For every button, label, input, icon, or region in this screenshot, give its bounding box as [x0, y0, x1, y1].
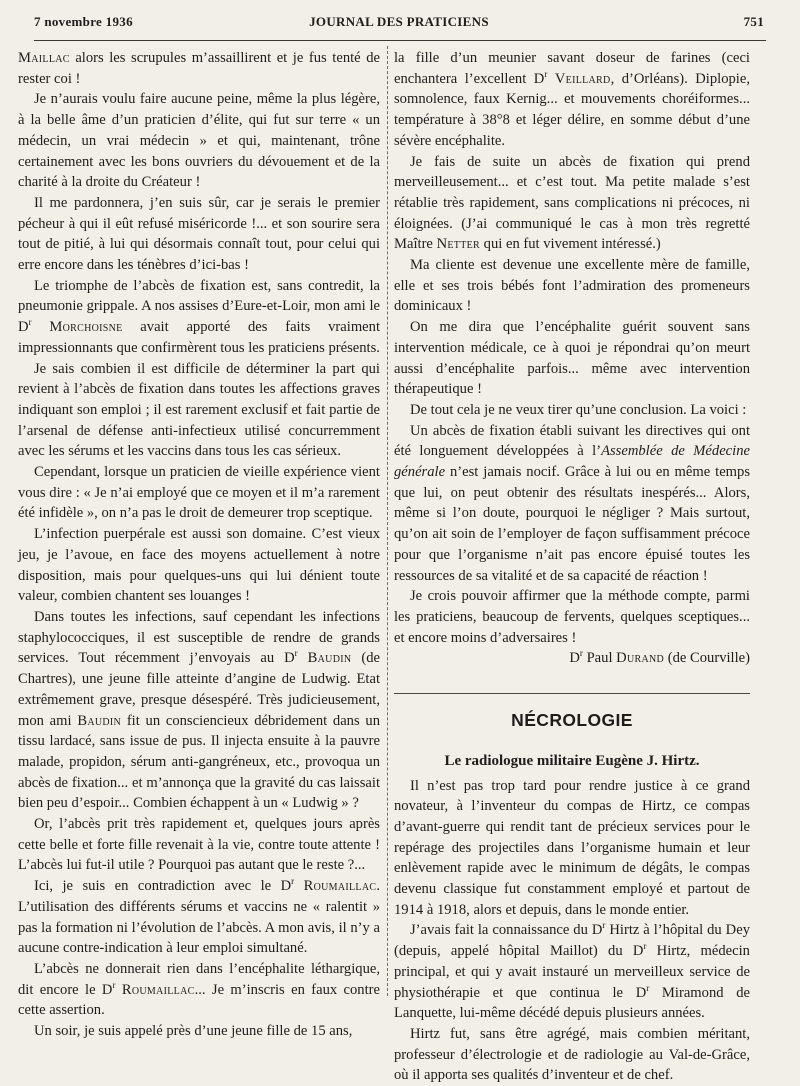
- paragraph: Je sais combien il est difficile de déterminer la part qui revient à l’abcès de fixation dans toutes les affections graves indiquant son emploi ; il est rarement exclusif et fait partie de l’arsenal de défense anti-infectieux utilisé concurremment avec les sérums et les vaccins dans tous les cas sérieux.: [18, 360, 380, 460]
- paragraph: Ici, je suis en contradiction avec le $D^r$ Roumaillac. L’utilisation des différents sérums et vaccins ne « ralentit » pas la formation ni l’évolution de l’abcès. A mon avis, il n’y a aucune contre-indication à leur emploi simultané.: [18, 876, 380, 957]
- section-rule: [394, 693, 750, 694]
- article-title: Le radiologue militaire Eugène J. Hirtz.: [444, 752, 700, 769]
- paragraph: Il n’est pas trop tard pour rendre justice à ce grand novateur, à l’inventeur du compas de Hirtz, ce compas d’avant-guerre qui rendit tant de précieux services pour le repérage des projectiles dans l’organisme humain et leur enlèvement rapide avec le minimum de dégâts, le compas devenu classique fut constamment employé et partout de 1914 à 1918, alors et depuis, dans le monde entier.: [394, 777, 750, 918]
- paragraph: Cependant, lorsque un praticien de vieille expérience vient vous dire : « Je n’ai employé que ce moyen et il m’a rarement été infidèle », on n’a pas le droit de demeurer trop sceptique.: [18, 464, 380, 522]
- paragraph: L’infection puerpérale est aussi son domaine. C’est vieux jeu, je l’avoue, en face des moyens actuellement à notre disposition, mais pour quelques-uns qui lui dénient toute valeur, combien chantent ses louanges !: [18, 526, 380, 605]
- left-column: [18, 48, 380, 1042]
- paragraph: Hirtz fut, sans être agrégé, mais combien méritant, professeur d’électrologie et de radiologie au Val-de-Grâce, où il apporta ses qualités d’inventeur et de chef.: [394, 1025, 750, 1084]
- page-number: 751: [743, 14, 764, 29]
- paragraph: De tout cela je ne veux tirer qu’une conclusion. La voici :: [410, 401, 747, 418]
- paragraph: la fille d’un meunier savant doseur de farines (ceci enchantera l’excellent $D^r$ Veillard, d’Orléans). Diplopie, somnolence, faux Kernig... et mouvements choréiformes... température à 38°8 et léger délire, en somme début d’une sévère encéphalite.: [394, 50, 750, 149]
- paragraph: Je crois pouvoir affirmer que la méthode compte, parmi les praticiens, beaucoup de fervents, quelques sceptiques... et encore moins d’adversaires !: [394, 588, 750, 646]
- paragraph: L’abcès ne donnerait rien dans l’encéphalite léthargique, dit encore le $D^r$ Roumaillac... Je m’inscris en faux contre cette assertion.: [18, 960, 380, 1019]
- paragraph: Dans toutes les infections, sauf cependant les infections staphylococciques, il est susceptible de rendre de grands services. Tout récemment j’envoyais au $D^r$ Baudin (de Chartres), une jeune fille atteinte d’angine de Ludwig. Etat extrêmement grave, presque désespéré. Très judicieusement, mon ami Baudin fit un consciencieux débridement dans un tissu lardacé, sans issue de pus. Il injecta ensuite à la pauvre malade, propidon, sérum anti-gangréneux, etc., provoqua un abcès de fixation... et m’annonça que la gravité du cas laissait bien peu d’espoir... Combien échappent à un « Ludwig » ?: [18, 608, 380, 812]
- paragraph: Or, l’abcès prit très rapidement et, quelques jours après cette belle et forte fille revenait à la vie, contre toute attente ! L’abcès lui fut-il utile ? Pourquoi pas autant que le reste ?...: [18, 816, 380, 874]
- section-heading-necrologie: NÉCROLOGIE: [511, 710, 633, 731]
- paragraph: Un abcès de fixation établi suivant les directives qui ont été longuement développées à l’Assemblée de Médecine générale n’est jamais nocif. Grâce à lui ou en même temps que lui, on peut obtenir des résultats inespérés... Alors, même si l’on doute, pourquoi le négliger ? Mais surtout, qu’on ait soin de l’employer de façon suffisamment précoce pour que l’organisme n’ait pas encore épuisé toutes les ressources de sa vitalité et de sa capacité de réaction !: [394, 422, 750, 584]
- right-column: [394, 48, 750, 1086]
- issue-date: 7 novembre 1936: [34, 14, 133, 29]
- paragraph: Ma cliente est devenue une excellente mère de famille, elle et ses trois bébés font l’admiration des promeneurs dominicaux !: [394, 257, 750, 315]
- paragraph: Le triomphe de l’abcès de fixation est, sans contredit, la pneumonie grippale. A nos assises d’Eure-et-Loir, mon ami le $D^r$ Morchoisne avait apporté des faits vraiment impressionnants que confirmèrent tous les praticiens présents.: [18, 277, 380, 356]
- journal-title: JOURNAL DES PRATICIENS: [309, 14, 489, 29]
- paragraph: Maillac alors les scrupules m’assaillirent et je fus tenté de rester coi !: [18, 50, 380, 87]
- author-signature: $D^r$ Paul Durand (de Courville): [569, 648, 750, 667]
- paragraph: Un soir, je suis appelé près d’une jeune fille de 15 ans,: [34, 1023, 353, 1040]
- paragraph: Je fais de suite un abcès de fixation qui prend merveilleusement... et c’est tout. Ma petite malade s’est rétablie très rapidement, sans complications ni précoces, ni éloignées. (J’ai communiqué le cas à mon très regretté Maître Netter qui en fut vivement intéressé.): [394, 153, 750, 253]
- paragraph: J’avais fait la connaissance du $D^r$ Hirtz à l’hôpital du Dey (depuis, appelé hôpital Maillot) du $D^r$ Hirtz, médecin principal, et qui y avait instauré un merveilleux service de physiothérapie et que continua le $D^r$ Miramond de Lanquette, lui-même décédé depuis plusieurs années.: [394, 920, 750, 1022]
- paragraph: Il me pardonnera, j’en suis sûr, car je serais le premier pécheur à qui il eût refusé miséricorde !... et son sourire sera tout de pitié, à lui qui désormais connaît tout, pour celui qui erre encore dans les ténèbres d’ici-bas !: [18, 194, 380, 274]
- running-header: [34, 14, 764, 38]
- header-rule: [34, 40, 766, 41]
- paragraph: On me dira que l’encéphalite guérit souvent sans intervention médicale, ce à quoi je répondrai qu’on meurt aussi d’encéphalite parfois... même avec intervention thérapeutique !: [394, 319, 750, 398]
- paragraph: Je n’aurais voulu faire aucune peine, même la plus légère, à la belle âme d’un praticien d’élite, qui fut sur terre « un médecin, un vrai médecin » et qui, maintenant, trône certainement avec les bons ouvriers du dévouement et de la charité à la droite du Créateur !: [18, 91, 380, 191]
- column-divider: [387, 46, 388, 996]
